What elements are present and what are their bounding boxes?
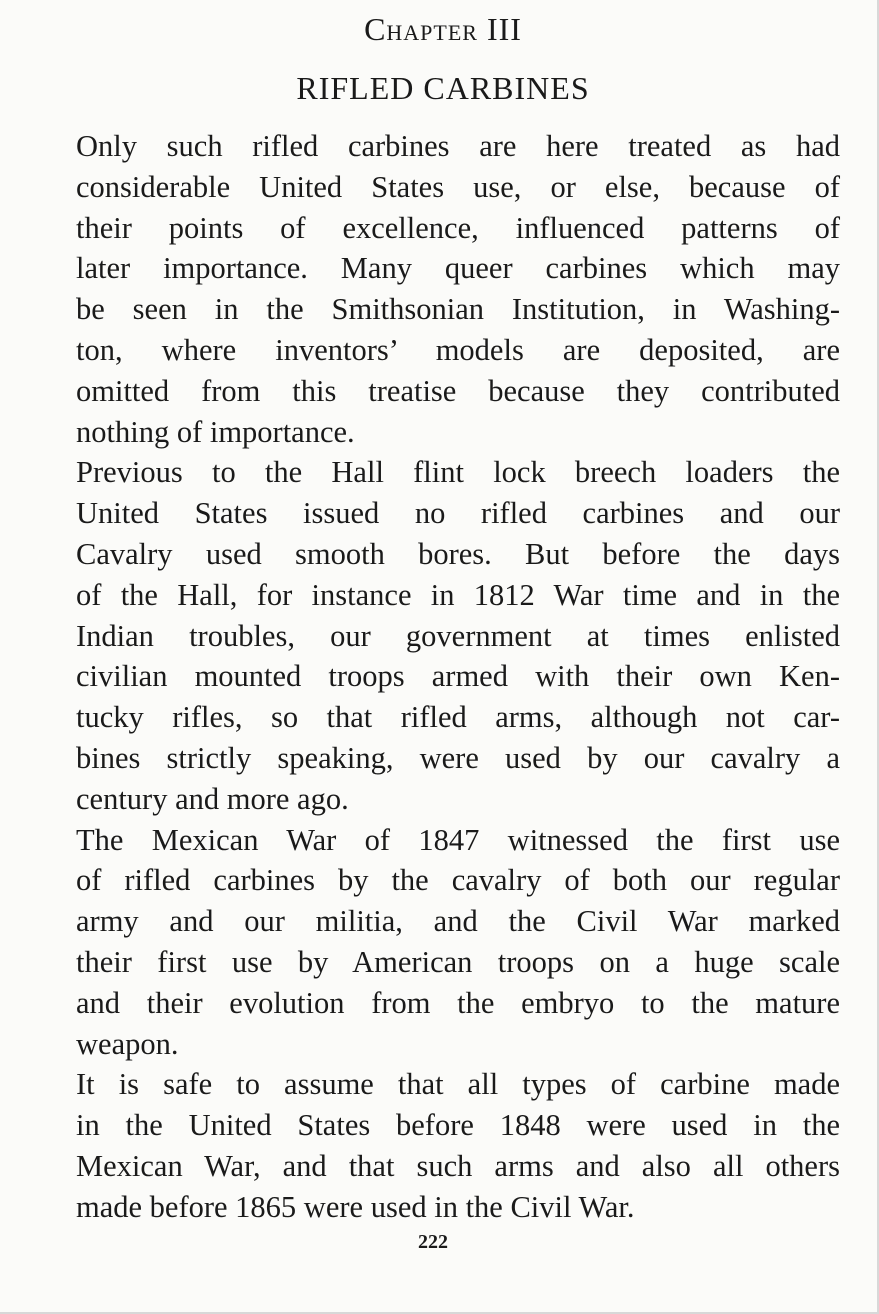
text-line: United States issued no rifled carbines and our xyxy=(76,496,840,531)
text-line: civilian mounted troops armed with their own Ken- xyxy=(76,659,840,694)
text-line: in the United States before 1848 were used in the xyxy=(76,1108,840,1143)
text-line: Only such rifled carbines are here treated as had xyxy=(76,129,840,163)
chapter-title: RIFLED CARBINES xyxy=(296,70,590,106)
text-line: omitted from this treatise because they contributed xyxy=(76,373,840,408)
text-line: It is safe to assume that all types of carbine made xyxy=(76,1067,840,1102)
paragraph-3 xyxy=(39,820,840,1065)
text-line: Mexican War, and that such arms and also all others xyxy=(76,1148,840,1183)
text-line: and their evolution from the embryo to the mature xyxy=(76,985,840,1020)
page-number: 222 xyxy=(418,1231,448,1253)
chapter-heading: Chapter III xyxy=(364,11,522,47)
paragraph-2 xyxy=(39,452,840,819)
paragraph-4 xyxy=(39,1064,840,1227)
text-line: of rifled carbines by the cavalry of both our regular xyxy=(76,863,840,898)
text-line: army and our militia, and the Civil War marked xyxy=(76,904,840,939)
text-line: weapon. xyxy=(76,1026,179,1061)
text-line: nothing of importance. xyxy=(76,414,355,449)
text-line: Previous to the Hall flint lock breech loaders the xyxy=(76,455,840,490)
text-line: their first use by American troops on a huge scale xyxy=(76,944,840,979)
text-line: made before 1865 were used in the Civil War. xyxy=(76,1189,635,1224)
text-line: of the Hall, for instance in 1812 War time and in the xyxy=(76,577,840,612)
text-line: be seen in the Smithsonian Institution, in Washing- xyxy=(76,292,840,327)
text-line: their points of excellence, influenced patterns of xyxy=(76,210,840,245)
text-line: tucky rifles, so that rifled arms, although not car- xyxy=(76,700,840,735)
text-line: later importance. Many queer carbines which may xyxy=(76,251,840,286)
chapter-body xyxy=(39,126,840,1228)
text-line: bines strictly speaking, were used by our cavalry a xyxy=(76,740,840,775)
text-line: century and more ago. xyxy=(76,781,349,816)
paragraph-1 xyxy=(39,126,840,452)
text-line: Cavalry used smooth bores. But before the days xyxy=(76,536,840,571)
text-line: Indian troubles, our government at times enlisted xyxy=(76,618,840,653)
text-line: The Mexican War of 1847 witnessed the first use xyxy=(76,822,840,857)
text-line: ton, where inventors’ models are deposited, are xyxy=(76,332,840,367)
text-line: considerable United States use, or else, because of xyxy=(76,169,840,204)
